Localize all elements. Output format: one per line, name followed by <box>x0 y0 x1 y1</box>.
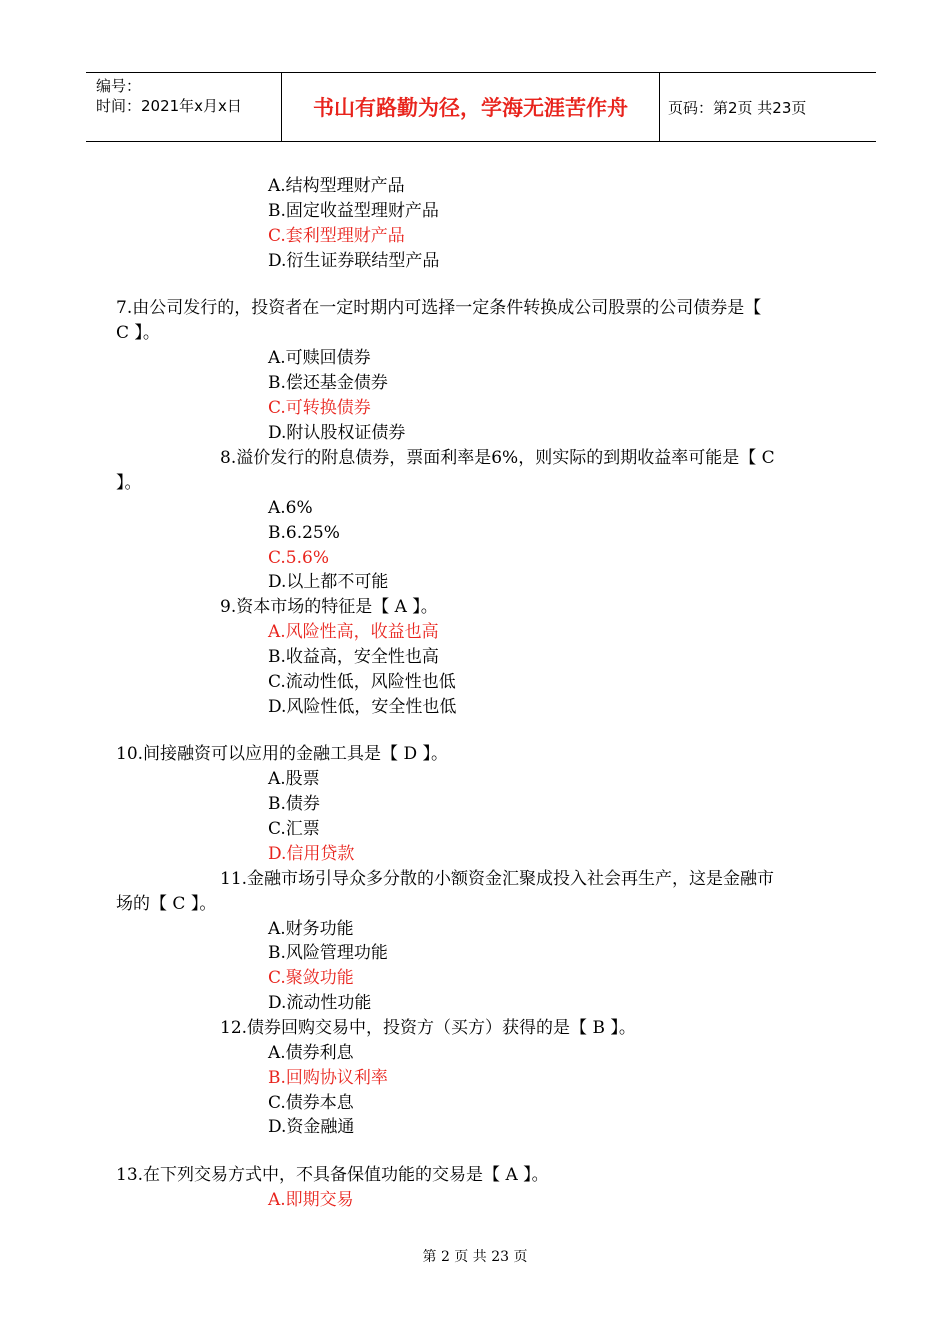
page-footer: 第 2 页 共 23 页 <box>422 1249 528 1265</box>
q11-question: 11.金融市场引导众多分散的小额资金汇聚成投入社会再生产，这是金融市 <box>220 869 775 889</box>
q12-option-c: C.债券本息 <box>268 1093 354 1113</box>
header-info-cell <box>86 73 282 141</box>
q10-option-a: A.股票 <box>268 769 320 789</box>
q7-option-c-answer: C.可转换债券 <box>268 398 371 418</box>
q13-option-a-answer: A.即期交易 <box>268 1190 354 1210</box>
q7-option-b: B.偿还基金债券 <box>268 373 388 393</box>
q9-option-a-answer: A.风险性高，收益也高 <box>268 622 439 642</box>
q6-option-c-answer: C.套利型理财产品 <box>268 226 405 246</box>
q10-question: 10.间接融资可以应用的金融工具是【 D 】。 <box>116 744 448 764</box>
q10-option-b: B.债券 <box>268 794 320 814</box>
q7-option-a: A.可赎回债券 <box>268 348 371 368</box>
q11-question-cont: 场的【 C 】。 <box>116 894 217 914</box>
q6-option-d: D.衍生证券联结型产品 <box>268 251 440 271</box>
q12-option-a: A.债券利息 <box>268 1043 354 1063</box>
q9-question: 9.资本市场的特征是【 A 】。 <box>220 597 438 617</box>
q8-question: 8.溢价发行的附息债券，票面利率是6%，则实际的到期收益率可能是【 C <box>220 448 775 468</box>
q11-option-a: A.财务功能 <box>268 919 354 939</box>
q8-option-c-answer: C.5.6% <box>268 548 329 568</box>
q10-option-d-answer: D.信用贷款 <box>268 844 355 864</box>
time-label: 时间：2021年x月x日 <box>96 97 242 115</box>
q9-option-b: B.收益高，安全性也高 <box>268 647 439 667</box>
q7-question-cont: C 】。 <box>116 323 160 343</box>
q11-option-b: B.风险管理功能 <box>268 943 388 963</box>
number-label: 编号： <box>96 77 142 95</box>
q13-question: 13.在下列交易方式中，不具备保值功能的交易是【 A 】。 <box>116 1165 549 1185</box>
q12-question: 12.债券回购交易中，投资方（买方）获得的是【 B 】。 <box>220 1018 636 1038</box>
q6-option-a: A.结构型理财产品 <box>268 176 405 196</box>
q11-option-d: D.流动性功能 <box>268 993 372 1013</box>
q7-question: 7.由公司发行的，投资者在一定时期内可选择一定条件转换成公司股票的公司债券是【 <box>116 298 762 318</box>
q12-option-b-answer: B.回购协议利率 <box>268 1068 388 1088</box>
motto: 书山有路勤为径，学海无涯苦作舟 <box>282 73 660 141</box>
q9-option-d: D.风险性低，安全性也低 <box>268 697 457 717</box>
page-code: 页码：第2页 共23页 <box>668 98 807 117</box>
q10-option-c: C.汇票 <box>268 819 320 839</box>
q8-question-cont: 】。 <box>116 473 142 493</box>
q7-option-d: D.附认股权证债券 <box>268 423 406 443</box>
header-table <box>86 72 876 142</box>
q8-option-a: A.6% <box>268 498 313 518</box>
q12-option-d: D.资金融通 <box>268 1117 355 1137</box>
q11-option-c-answer: C.聚敛功能 <box>268 968 354 988</box>
q8-option-d: D.以上都不可能 <box>268 572 389 592</box>
q8-option-b: B.6.25% <box>268 523 340 543</box>
q9-option-c: C.流动性低，风险性也低 <box>268 672 456 692</box>
q6-option-b: B.固定收益型理财产品 <box>268 201 439 221</box>
